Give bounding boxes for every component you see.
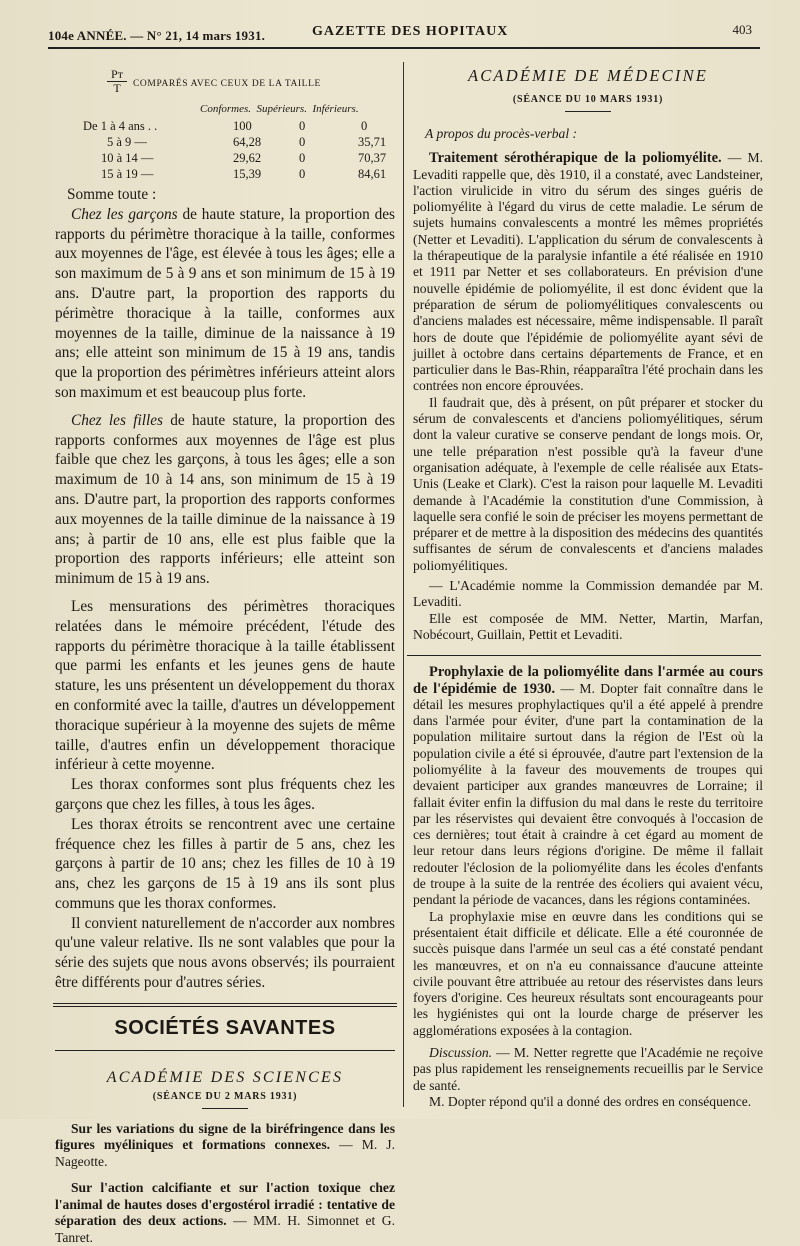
paragraph-discussion xyxy=(413,1045,763,1094)
paragraph-thorax-etroits: Les thorax étroits se rencontrent avec une certaine fréquence chez les filles à partir de 5 ans, chez les garçons à partir de 10 ans; chez les filles de 10 à 19 ans, chez les garçons de 15 à 19 ans ils sont plus communs que les thorax conformes. xyxy=(55,815,395,912)
emph-filles: Chez les filles xyxy=(71,411,163,429)
row-superieurs: 0 xyxy=(299,151,306,165)
seance-sciences: (SÉANCE DU 2 MARS 1931) xyxy=(152,1090,298,1102)
paragraph-prophylaxie xyxy=(413,664,763,908)
page-header xyxy=(48,22,758,46)
proces-verbal: A propos du procès-verbal : xyxy=(425,126,578,141)
row-conformes: 15,39 xyxy=(233,167,262,181)
text-serotherapie: — M. Levaditi rappelle que, dès 1910, il a constaté, avec Landsteiner, l'action virulicide in vitro du sérum des singes guéris de poliomyélite à l'égard du virus de cette maladie. Le sérum de sujets humains convalescents a montré les mêmes propriétés (Netter et Levaditi). L'application du sérum de convalescents à la thérapeutique de la paralysie infantile a été réalisée en 1910 et 1911 par Netter et ses collaborateurs. En prévision d'une nouvelle épidémie de poliomyélite, il est donc évident que la préparation de sérum de poliomyélitiques convalescents ou d'anciens malades est nécessaire, même indispensable. Il paraît hors de doute que l'épidémie de poliomyélite ayant sévi de juillet à octobre dans certains départements de France, et en particulier dans le Bas-Rhin, réapparaîtra l'été prochain dans les contrées non encore éprouvées. xyxy=(413,150,763,394)
header-rule xyxy=(48,47,760,49)
paragraph-composition: Elle est composée de MM. Netter, Martin, Marfan, Nobécourt, Guillain, Pettit et Levaditi. xyxy=(413,610,763,642)
paragraph-reponse: M. Dopter répond qu'il a donné des ordres en conséquence. xyxy=(429,1093,752,1109)
row-superieurs: 0 xyxy=(299,167,306,181)
paragraph-serotherapie xyxy=(413,150,763,394)
paragraph-filles xyxy=(55,411,395,589)
author-simonnet: — MM. H. Simonnet et G. Tanret. xyxy=(55,1213,395,1245)
row-conformes: 64,28 xyxy=(233,135,262,149)
row-conformes: 100 xyxy=(233,119,252,133)
table-row xyxy=(83,151,403,167)
page-number: 403 xyxy=(732,22,752,37)
row-age: 15 à 19 — xyxy=(101,167,154,181)
paragraph-mise-en-oeuvre: La prophylaxie mise en œuvre dans les conditions qui se présentaient était difficile et délicate. Elle a été couronnée de succès puisque dans l'armée un seul cas a été constaté pendant les manœuvres, et on n'a eu connaissance d'aucune atteinte civile pouvant être attribuée au retour des réservistes dans leurs foyers d'origine. Ces heureux résultats sont encourageants pour les hygiénistes qui ont la lourde charge de préserver les agglomérations exposées à la contagion. xyxy=(413,908,763,1038)
text-discussion: — M. Netter regrette que l'Académie ne reçoive pas plus rapidement les renseignements recueillis par le Service de santé. xyxy=(413,1045,763,1093)
societes-savantes-title: SOCIÉTÉS SAVANTES xyxy=(114,1016,336,1039)
fraction-numerator: Pт xyxy=(107,68,127,82)
emph-discussion: Discussion. xyxy=(429,1045,493,1061)
col-conformes: Conformes. xyxy=(200,103,252,115)
col-inferieurs: Inférieurs. xyxy=(312,103,359,115)
paragraph-garcons xyxy=(55,205,395,403)
text-filles: de haute stature, la proportion des rapports conformes aux moyennes de l'âge est plus faible que chez les garçons, à tous les âges; elle a son maximum de 10 à 14 ans, son minimum de 15 à 19 ans. D'autre part, la proportion des rapports conformes aux moyennes de la taille diminue de la naissance à 19 ans; à partir de 10 ans, elle est plus faible que la proportion des rapports inférieurs; elle atteint son minimum de 15 à 19 ans. xyxy=(55,411,395,588)
section-rule-thin xyxy=(55,1050,395,1051)
seance-medecine: (SÉANCE DU 10 MARS 1931) xyxy=(512,94,664,105)
communication-birefringence xyxy=(55,1121,395,1171)
row-inferieurs: 84,61 xyxy=(358,167,387,181)
text-prophylaxie: — M. Dopter fait connaître dans le détail les mesures prophylactiques qu'il a été appelé à prendre dans l'armée pour éviter, d'une part la contamination de la population militaire surtout dans la région de l'Est où la population civile a été si éprouvée, d'autre part l'extension de la poliomyélite à la faveur des mouvements de troupes qui devaient participer aux grandes manœuvres de Lorraine; il fallait éviter enfin la diffusion du mal dans le reste du territoire par les réservistes qui devaient être convoqués à l'occasion de ces dernières; tout était à craindre à cet égard au moment de leur retour dans leurs régions d'origine. De même il fallait redouter l'éclosion de la poliomyélite dans les écoles d'enfants de troupe à la suite de la rentrée des écoliers qui avaient vécu, pendant la période de vacances, dans les régions contaminées. xyxy=(413,680,763,908)
paragraph-commission: — L'Académie nomme la Commission demandée par M. Levaditi. xyxy=(413,578,763,610)
row-conformes: 29,62 xyxy=(233,151,262,165)
column-divider xyxy=(403,62,404,1107)
row-inferieurs: 70,37 xyxy=(358,151,387,165)
left-column xyxy=(55,60,395,1246)
row-inferieurs: 35,71 xyxy=(358,135,387,149)
academie-medecine-title: ACADÉMIE DE MÉDECINE xyxy=(467,66,709,85)
row-age: 10 à 14 — xyxy=(101,151,154,165)
section-rule xyxy=(53,1003,397,1007)
right-column xyxy=(413,66,763,1110)
table-row xyxy=(83,135,403,151)
title-birefringence: Sur les variations du signe de la biréfringence dans les figures myéliniques et formations connexes. xyxy=(55,1120,395,1153)
fraction-denominator: T xyxy=(113,81,121,95)
table-row xyxy=(83,167,403,183)
row-superieurs: 0 xyxy=(299,119,306,133)
issue-info: 104e ANNÉE. — N° 21, 14 mars 1931. xyxy=(48,28,266,43)
title-ergosterol: Sur l'action calcifiante et sur l'action toxique chez l'animal de hautes doses d'ergostérol irradié : tentative de séparation des deux actions. xyxy=(55,1180,395,1229)
col-superieurs: Supérieurs. xyxy=(256,103,307,115)
paragraph-thorax-conformes: Les thorax conformes sont plus fréquents chez les garçons que chez les filles, à tous les âges. xyxy=(55,776,395,813)
row-age: 5 à 9 — xyxy=(107,135,147,149)
author-nageotte: — M. J. Nageotte. xyxy=(55,1137,395,1169)
title-serotherapie: Traitement sérothérapique de la poliomyélite. xyxy=(429,150,722,167)
table-row xyxy=(83,119,403,135)
journal-title: GAZETTE DES HOPITAUX xyxy=(312,24,509,39)
ratio-fraction xyxy=(107,68,127,95)
somme-toute: Somme toute : xyxy=(67,186,157,203)
communication-ergosterol xyxy=(55,1180,395,1246)
ratio-table xyxy=(55,60,395,185)
row-age: De 1 à 4 ans . . xyxy=(83,119,158,133)
paragraph-mensurations: Les mensurations des périmètres thoraciques relatées dans le mémoire précédent, l'étude des rapports du périmètre thoracique à la taille établissent que parmi les enfants et les jeunes gens de haute stature, les uns présentent un développement du thorax en conformité avec la taille, d'autres un développement thoracique supérieur à la moyenne des sujets de même taille, d'autres enfin un développement thoracique inférieur à cette moyenne. xyxy=(55,597,395,774)
table-title: COMPARÉS AVEC CEUX DE LA TAILLE xyxy=(133,79,321,89)
short-rule xyxy=(565,111,611,112)
paragraph-stocker: Il faudrait que, dès à présent, on pût préparer et stocker du sérum de convalescents et d'anciens poliomyélitiques, sérum dont la valeur curative se conserve pendant de longs mois. Or, une telle préparation n'est possible qu'à la faveur d'une organisation adéquate, à l'exemple de celle réalisée aux Etats-Unis (Leake et Clark). C'est la raison pour laquelle M. Levaditi demande à l'Académie la constitution d'une Commission, à laquelle sera confié le soin de préciser les moyens permettant de préparer et de mettre à la disposition des médecins des quantités suffisantes de sérum de convalescents et d'anciens malades poliomyélitiques. xyxy=(413,394,763,573)
emph-garcons: Chez les garçons xyxy=(71,205,178,223)
academie-sciences-title: ACADÉMIE DES SCIENCES xyxy=(106,1068,344,1086)
paragraph-conclusion: Il convient naturellement de n'accorder aux nombres qu'une valeur relative. Ils ne sont valables que pour la série des sujets que nous avons observés; ils pourraient être différents pour d'autres séries. xyxy=(55,914,395,992)
separator-rule xyxy=(407,655,761,656)
title-prophylaxie: Prophylaxie de la poliomyélite dans l'armée au cours de l'épidémie de 1930. xyxy=(413,664,763,697)
row-superieurs: 0 xyxy=(299,135,306,149)
table-col-headers xyxy=(200,103,359,115)
short-rule xyxy=(202,1108,248,1109)
row-inferieurs: 0 xyxy=(361,119,368,133)
text-garcons: de haute stature, la proportion des rapports du périmètre thoracique à la taille, conformes aux moyennes de l'âge, est élevée à tous les âges; elle a son maximum de 5 à 9 ans et son minimum de 15 à 19 ans. D'autre part, la proportion des rapports du périmètre thoracique à la taille, conformes aux moyennes de la taille, diminue de la naissance à 19 ans; elle atteint son minimum de 15 à 19 ans, tandis que la proportion des périmètres inférieurs atteint alors son maximum et est beaucoup plus forte. xyxy=(55,205,395,401)
